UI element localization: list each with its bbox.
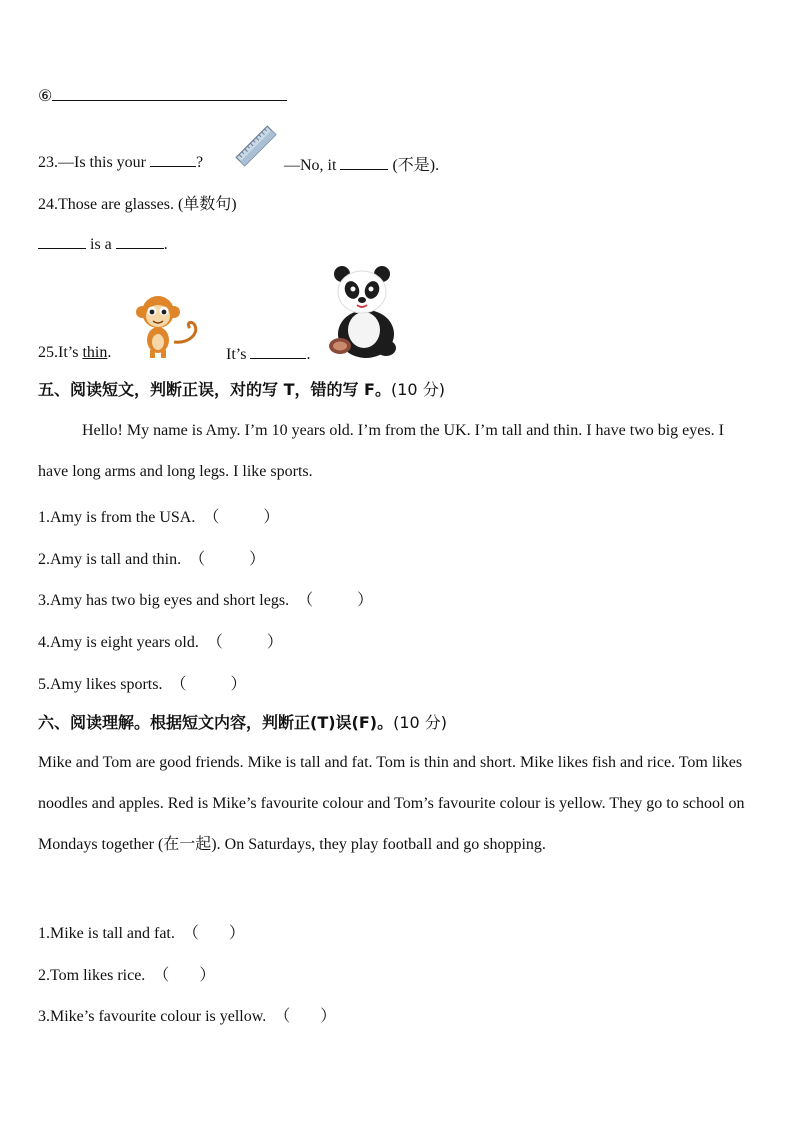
s6-item-1-text: 1.Mike is tall and fat. — [38, 925, 175, 942]
question-23 — [38, 152, 203, 172]
answer-paren[interactable]: （ ） — [189, 551, 266, 568]
answer-paren[interactable]: （ ） — [153, 967, 216, 984]
s5-item-5 — [38, 671, 246, 694]
q23-hint: (不是). — [392, 157, 440, 174]
question-24: 24.Those are glasses. (单数句) — [38, 196, 237, 213]
section-5-heading — [38, 377, 445, 400]
section-6-passage: Mike and Tom are good friends. Mike is tall and fat. Tom is thin and short. Mike likes fish and rice. Tom likes noodles and apples. Red is Mike’s favourite colour and Tom’s favourite colour is yellow. They go to school on Mondays together (在一起). On Saturdays, they play football and go shopping. — [38, 754, 745, 853]
s5-item-3-text: 3.Amy has two big eyes and short legs. — [38, 592, 290, 609]
q25-word: thin — [82, 344, 108, 361]
question-6-line — [38, 86, 287, 106]
q24-text: is a — [90, 236, 112, 253]
s5-item-1 — [38, 504, 279, 527]
circle-number-6: ⑥ — [38, 88, 53, 105]
section-6-title: 六、阅读理解。根据短文内容，判断正(T)误(F)。 — [38, 713, 394, 732]
s5-item-1-text: 1.Amy is from the USA. — [38, 509, 196, 526]
answer-blank[interactable] — [150, 152, 196, 167]
s6-item-3-text: 3.Mike’s favourite colour is yellow. — [38, 1008, 267, 1025]
s5-item-5-text: 5.Amy likes sports. — [38, 676, 163, 693]
q25-label: 25.It’s — [38, 344, 79, 361]
q23-reply-text: —No, it — [284, 157, 337, 174]
answer-paren[interactable]: （ ） — [274, 1008, 337, 1025]
s6-item-1 — [38, 920, 245, 943]
s5-item-3 — [38, 587, 373, 610]
answer-paren[interactable]: （ ） — [206, 634, 283, 651]
q25-period-2: . — [306, 346, 311, 363]
answer-blank[interactable] — [38, 234, 86, 249]
s5-item-4 — [38, 629, 283, 652]
section-6-score: (10 分) — [393, 713, 448, 732]
q25-period: . — [107, 344, 112, 361]
q23-question-mark: ? — [196, 154, 204, 171]
s6-item-2 — [38, 962, 215, 985]
section-5-passage-text: Hello! My name is Amy. I’m 10 years old. I’m from the UK. I’m tall and thin. I have two big eyes. I have long arms and long legs. I like sports. — [38, 422, 724, 480]
answer-blank[interactable] — [52, 86, 287, 101]
answer-paren[interactable]: （ ） — [182, 925, 245, 942]
monkey-icon — [130, 292, 206, 360]
s5-item-2-text: 2.Amy is tall and thin. — [38, 551, 182, 568]
question-24-answer — [38, 234, 168, 254]
answer-blank[interactable] — [340, 155, 388, 170]
panda-icon — [324, 264, 404, 360]
answer-blank[interactable] — [250, 344, 306, 359]
s5-item-2 — [38, 546, 265, 569]
answer-paren[interactable]: （ ） — [203, 509, 280, 526]
q25-label-2: It’s — [226, 346, 247, 363]
question-25 — [38, 344, 111, 362]
s5-item-4-text: 4.Amy is eight years old. — [38, 634, 199, 651]
q24-period: . — [163, 236, 168, 253]
ruler-icon — [232, 122, 280, 170]
s6-item-2-text: 2.Tom likes rice. — [38, 967, 146, 984]
q23-text: 23.—Is this your — [38, 154, 146, 171]
section-5-score: (10 分) — [391, 380, 445, 399]
answer-paren[interactable]: （ ） — [170, 676, 247, 693]
question-23-answer — [284, 152, 439, 175]
section-5-passage — [38, 410, 758, 492]
section-5-title: 五、阅读短文，判断正误，对的写 T，错的写 F。 — [38, 380, 391, 399]
question-25-answer — [226, 344, 310, 364]
s6-item-3 — [38, 1003, 336, 1026]
answer-blank[interactable] — [116, 234, 164, 249]
answer-paren[interactable]: （ ） — [297, 592, 374, 609]
section-6-heading — [38, 710, 447, 733]
